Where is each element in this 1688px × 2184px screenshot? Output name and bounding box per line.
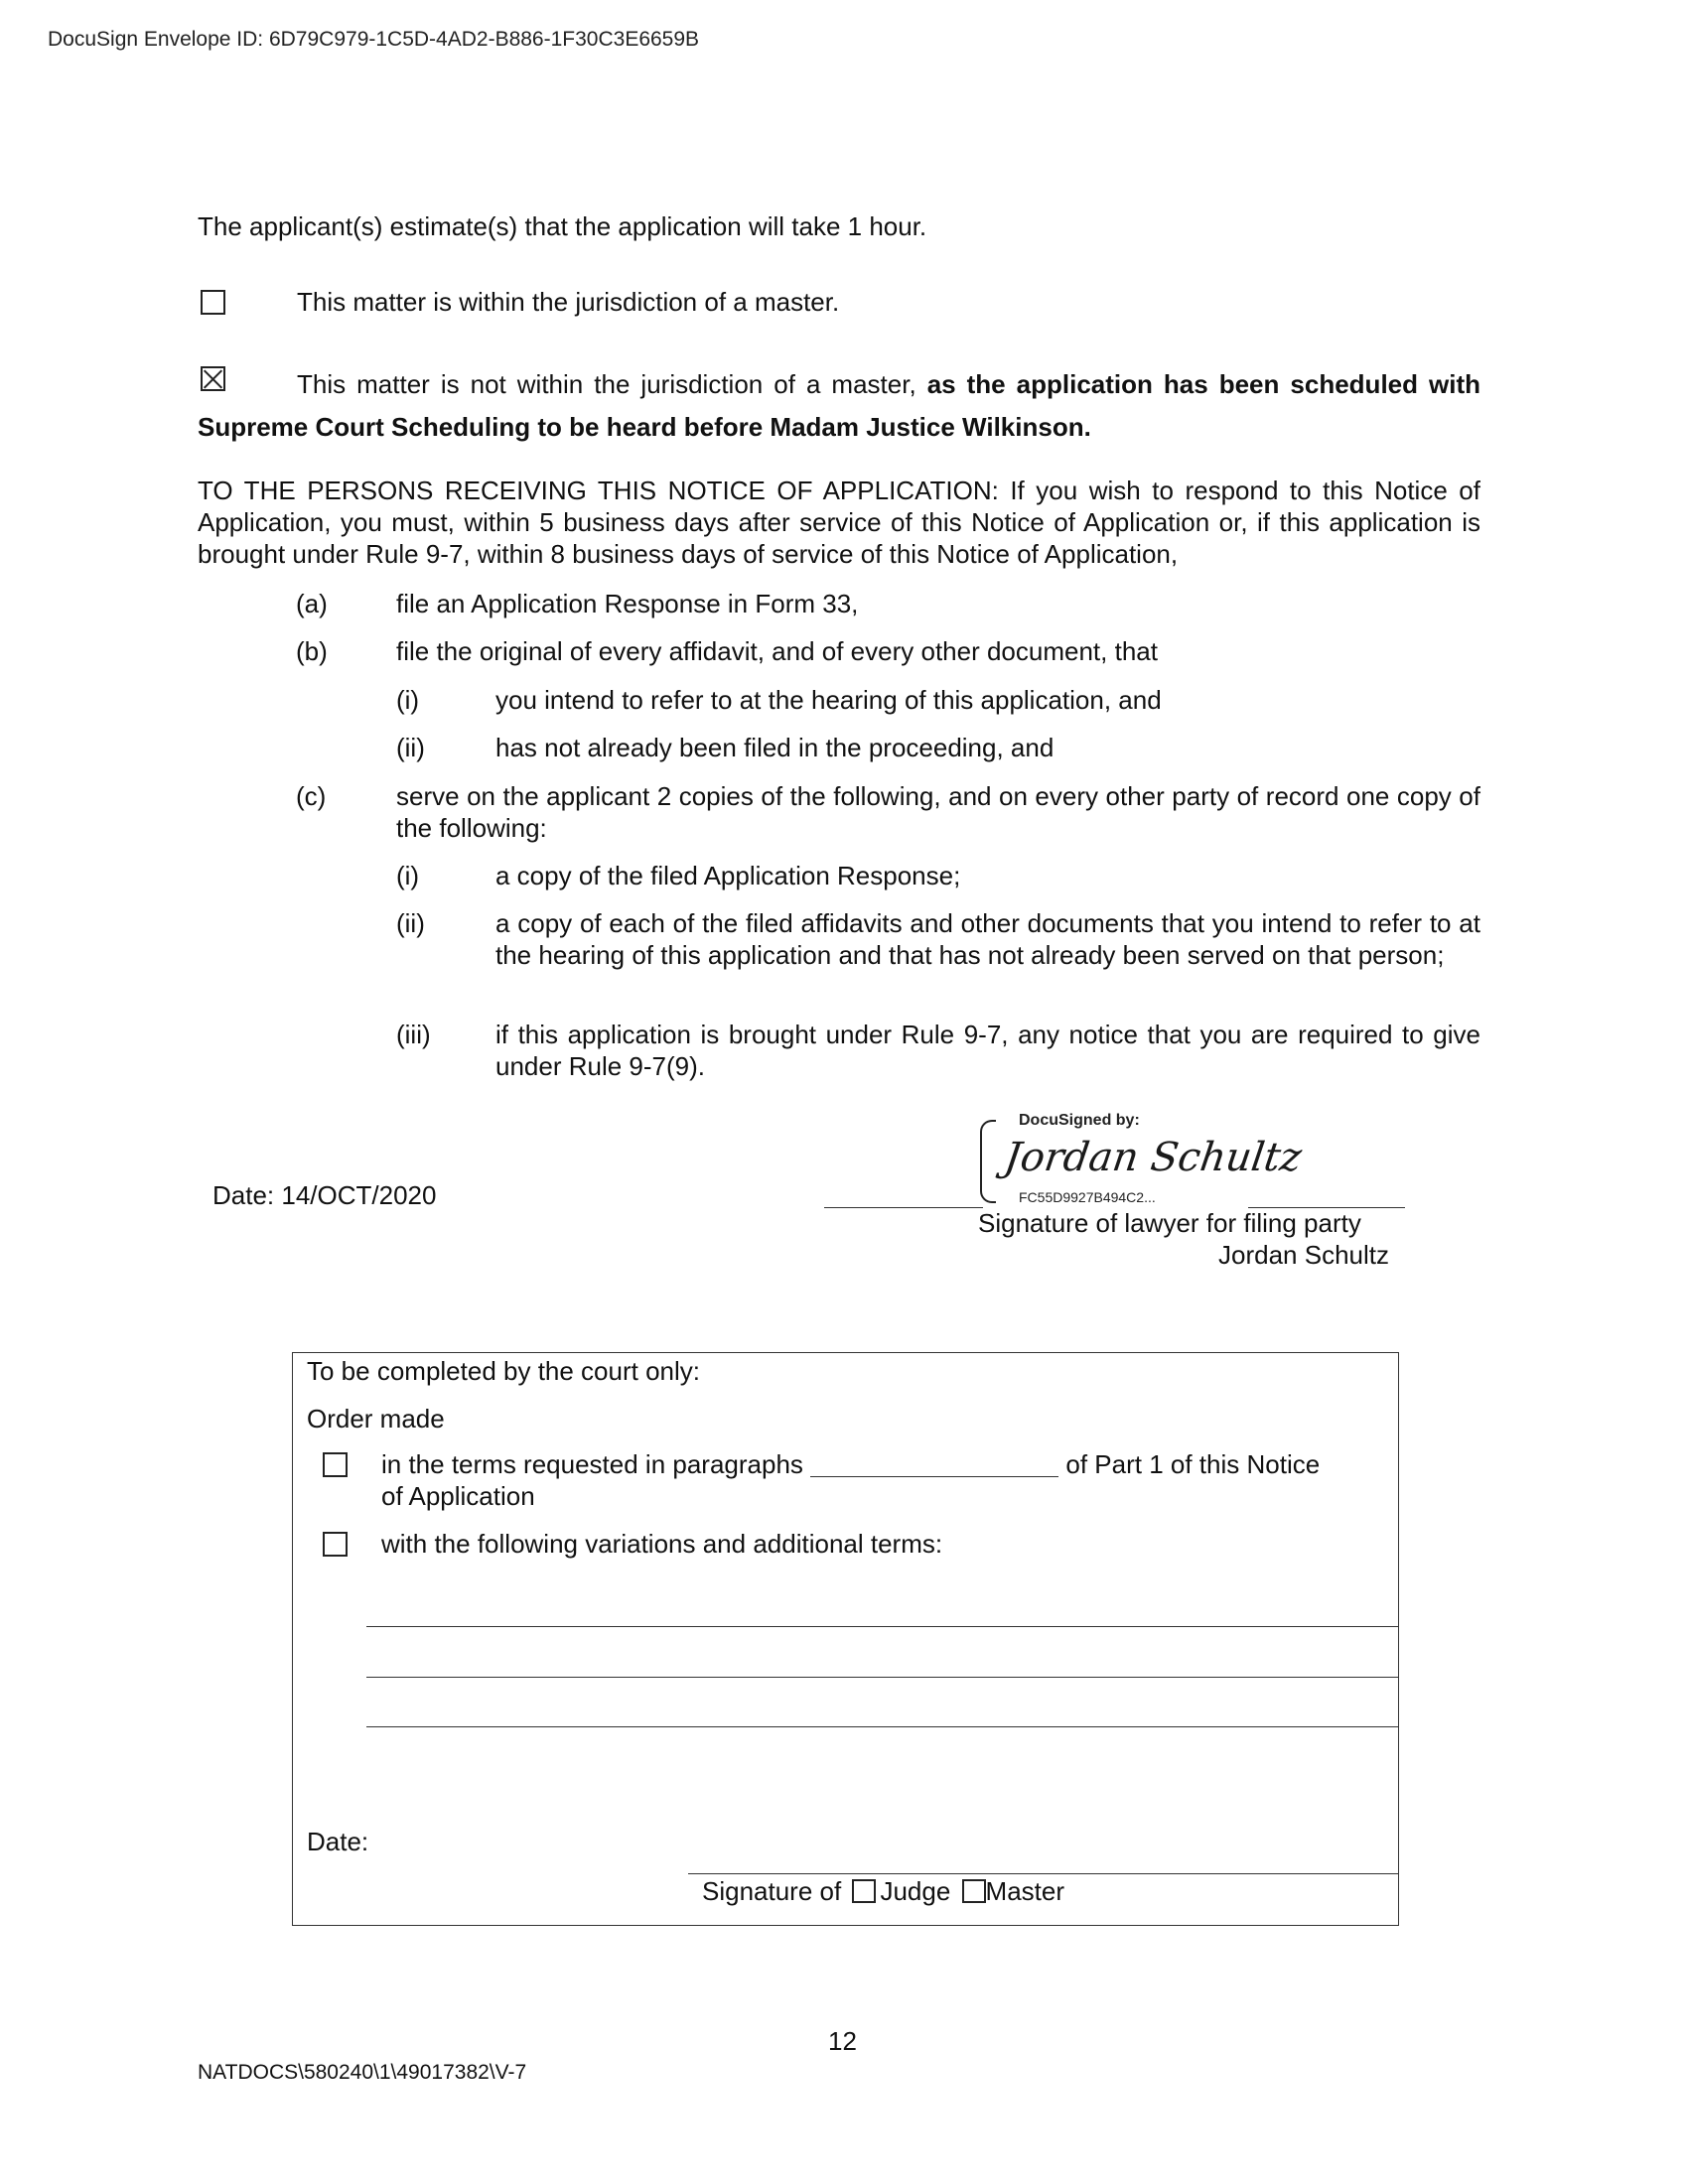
master-jurisdiction-checkbox[interactable] — [201, 290, 225, 315]
court-box-title: To be completed by the court only: — [307, 1356, 701, 1386]
terms-requested-part-c: of Application — [381, 1481, 535, 1511]
item-c-iii-text: if this application is brought under Rule 9-7, any notice that you are required to give under Rule 9-7(9). — [495, 1020, 1480, 1081]
item-c-text: serve on the applicant 2 copies of the following, and on every other party of record one copy of the following: — [396, 781, 1480, 843]
item-b-label: (b) — [296, 636, 328, 666]
signature-hash: FC55D9927B494C2... — [1019, 1189, 1156, 1205]
variations-line-2[interactable] — [366, 1677, 1399, 1678]
option2-bold-text: as the application has been scheduled with Supreme Court Scheduling to be heard before Madam Justice Wilkinson. — [198, 369, 1481, 442]
variations-text: with the following variations and additional terms: — [381, 1529, 943, 1559]
court-signature-line[interactable] — [688, 1873, 1399, 1874]
signature-of-label: Signature of — [702, 1876, 842, 1906]
item-b-text: file the original of every affidavit, and of every other document, that — [396, 636, 1158, 666]
court-signature-caption — [702, 1875, 1064, 1907]
item-c-iii-label: (iii) — [396, 1020, 431, 1049]
estimate-text: The applicant(s) estimate(s) that the application will take 1 hour. — [198, 211, 927, 241]
filing-date: Date: 14/OCT/2020 — [212, 1180, 437, 1210]
variations-line-1[interactable] — [366, 1626, 1399, 1627]
signature-line-left — [824, 1207, 983, 1208]
item-b-ii-text: has not already been filed in the proceeding, and — [495, 733, 1055, 762]
master-label: Master — [985, 1876, 1064, 1906]
item-c-i-label: (i) — [396, 861, 420, 890]
handwritten-signature: Jordan Schultz — [1001, 1135, 1305, 1180]
item-c-i-text: a copy of the filed Application Response; — [495, 861, 961, 890]
document-reference: NATDOCS\580240\1\49017382\V-7 — [198, 2061, 527, 2084]
variations-checkbox[interactable] — [323, 1532, 348, 1557]
terms-requested-part-b: of Part 1 of this Notice — [1065, 1449, 1321, 1479]
item-a-label: (a) — [296, 589, 328, 618]
item-b-ii-label: (ii) — [396, 733, 425, 762]
variations-line-3[interactable] — [366, 1726, 1399, 1727]
item-b-i-text: you intend to refer to at the hearing of this application, and — [495, 685, 1162, 715]
item-c-ii-text: a copy of each of the filed affidavits and other documents that you intend to refer to at the hearing of this application and that has not already been served on that person; — [495, 908, 1480, 970]
item-b-i-label: (i) — [396, 685, 420, 715]
judge-checkbox[interactable] — [852, 1879, 876, 1903]
docusigned-by-label: DocuSigned by: — [1019, 1112, 1140, 1129]
item-c-label: (c) — [296, 781, 327, 811]
item-a-text: file an Application Response in Form 33, — [396, 589, 859, 618]
option2-normal-text: This matter is not within the jurisdiction of a master, — [297, 369, 927, 399]
docusign-bracket — [980, 1120, 996, 1203]
judge-label: Judge — [880, 1876, 951, 1906]
terms-requested-checkbox[interactable] — [323, 1452, 348, 1477]
notice-intro: TO THE PERSONS RECEIVING THIS NOTICE OF APPLICATION: If you wish to respond to this Notice of Application, you must, within 5 business days after service of this Notice of Application or, if this application is brought under Rule 9-7, within 8 business days of service of this Notice of Application, — [198, 476, 1480, 569]
master-checkbox[interactable] — [962, 1879, 986, 1903]
master-jurisdiction-label: This matter is within the jurisdiction of a master. — [297, 287, 840, 317]
court-use-box — [292, 1352, 1399, 1926]
signature-caption: Signature of lawyer for filing party — [978, 1208, 1361, 1238]
paragraphs-blank[interactable] — [810, 1452, 1058, 1477]
terms-requested-text — [381, 1448, 1374, 1480]
court-date-label: Date: — [307, 1827, 369, 1856]
item-c-ii-label: (ii) — [396, 908, 425, 938]
not-master-jurisdiction-label — [198, 363, 1480, 449]
page-number: 12 — [828, 2026, 857, 2056]
lawyer-name: Jordan Schultz — [1218, 1240, 1389, 1270]
terms-requested-part-a: in the terms requested in paragraphs — [381, 1449, 803, 1479]
order-made-label: Order made — [307, 1404, 445, 1433]
envelope-id: DocuSign Envelope ID: 6D79C979-1C5D-4AD2-B886-1F30C3E6659B — [48, 28, 700, 51]
